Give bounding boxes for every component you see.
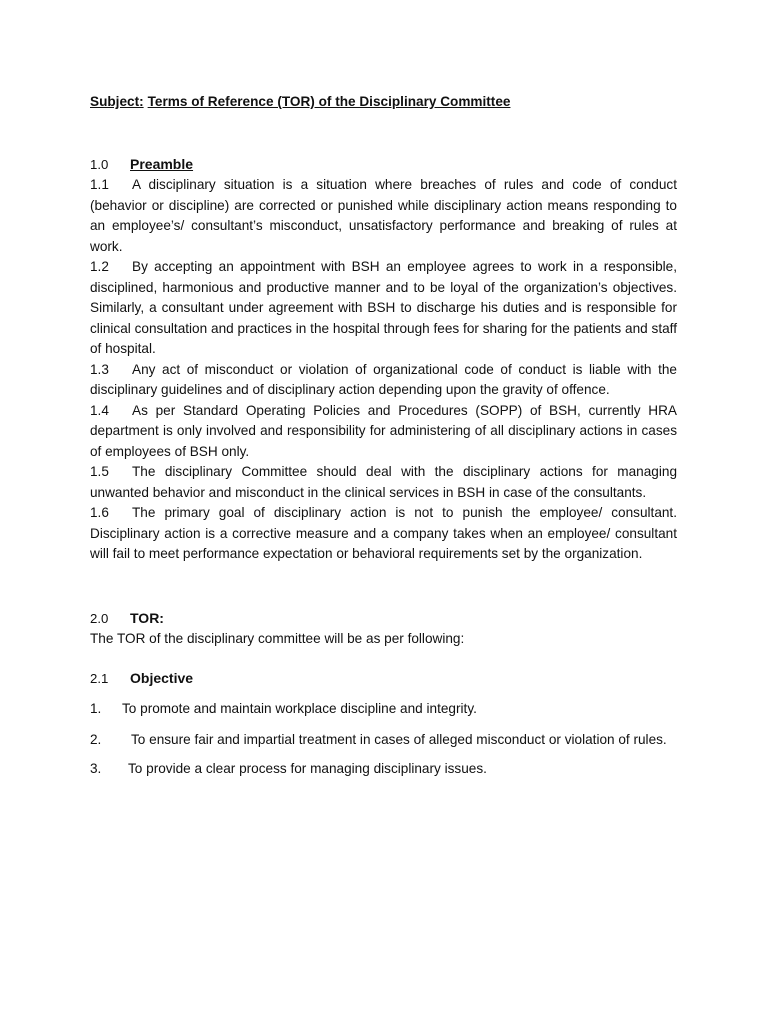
- paragraph-number: 1.1: [90, 177, 109, 192]
- paragraph-1-1: [90, 175, 677, 257]
- subject-line: [90, 92, 677, 112]
- list-item-number: 1.: [90, 701, 102, 716]
- list-item-text: To promote and maintain workplace discipline and integrity.: [122, 701, 477, 716]
- list-item-number: 2.: [90, 731, 102, 747]
- list-item-text: To ensure fair and impartial treatment in cases of alleged misconduct or violation of rules.: [131, 731, 667, 747]
- paragraph-1-4: [90, 401, 677, 463]
- list-item-text: To provide a clear process for managing disciplinary issues.: [128, 761, 487, 776]
- section-number: 2.0: [90, 610, 109, 626]
- tor-intro-text: The TOR of the disciplinary committee will be as per following:: [90, 630, 465, 646]
- list-item-number: 3.: [90, 761, 102, 776]
- paragraph-text: As per Standard Operating Policies and Procedures (SOPP) of BSH, currently HRA department is only involved and responsibility for administering of all disciplinary actions in cases of employees of BSH only.: [90, 402, 677, 459]
- document-page: [90, 92, 677, 780]
- paragraph-text: A disciplinary situation is a situation where breaches of rules and code of conduct (behavior or discipline) are corrected or punished while disciplinary action means responding to an employee’s/ consultant’s misconduct, unsatisfactory performance and breaking of rules at work.: [90, 177, 677, 254]
- paragraph-number: 1.6: [90, 505, 109, 520]
- paragraph-text: By accepting an appointment with BSH an employee agrees to work in a responsible, disciplined, harmonious and productive manner and to be loyal of the organization’s objectives. Similarly, a consultant under agreement with BSH to discharge his duties and is responsible for clinical consultation and practices in the hospital through fees for sharing for the patients and staff of hospital.: [90, 259, 677, 356]
- section-title: TOR:: [130, 609, 164, 626]
- paragraph-number: 1.2: [90, 259, 109, 274]
- section-heading-preamble: [90, 154, 677, 175]
- paragraph-1-3: [90, 360, 677, 401]
- list-item: [90, 699, 677, 720]
- paragraph-text: Any act of misconduct or violation of organizational code of conduct is liable with the disciplinary guidelines and of disciplinary action depending upon the gravity of offence.: [90, 361, 677, 397]
- section-title: Objective: [130, 670, 194, 686]
- paragraph-number: 1.4: [90, 402, 109, 418]
- list-item: [90, 730, 677, 751]
- paragraph-1-2: [90, 257, 677, 360]
- section-heading-tor: [90, 608, 677, 629]
- paragraph-1-5: [90, 462, 677, 503]
- section-number: 2.1: [90, 671, 109, 686]
- subject-label: Subject:: [90, 94, 144, 109]
- paragraph-number: 1.5: [90, 464, 109, 479]
- section-title: Preamble: [130, 156, 194, 172]
- paragraph-1-6: [90, 503, 677, 565]
- subject-title: Terms of Reference (TOR) of the Disciplinary Committee: [147, 94, 511, 109]
- section-number: 1.0: [90, 157, 109, 172]
- section-heading-objective: [90, 668, 677, 689]
- paragraph-text: The disciplinary Committee should deal with the disciplinary actions for managing unwanted behavior and misconduct in the clinical services in BSH in case of the consultants.: [90, 464, 677, 500]
- list-item: [90, 759, 677, 780]
- paragraph-text: The primary goal of disciplinary action is not to punish the employee/ consultant. Disciplinary action is a corrective measure and a company takes when an employee/ consultant will fail to meet performance expectation or behavioral requirements set by the organization.: [90, 505, 677, 561]
- paragraph-number: 1.3: [90, 361, 109, 377]
